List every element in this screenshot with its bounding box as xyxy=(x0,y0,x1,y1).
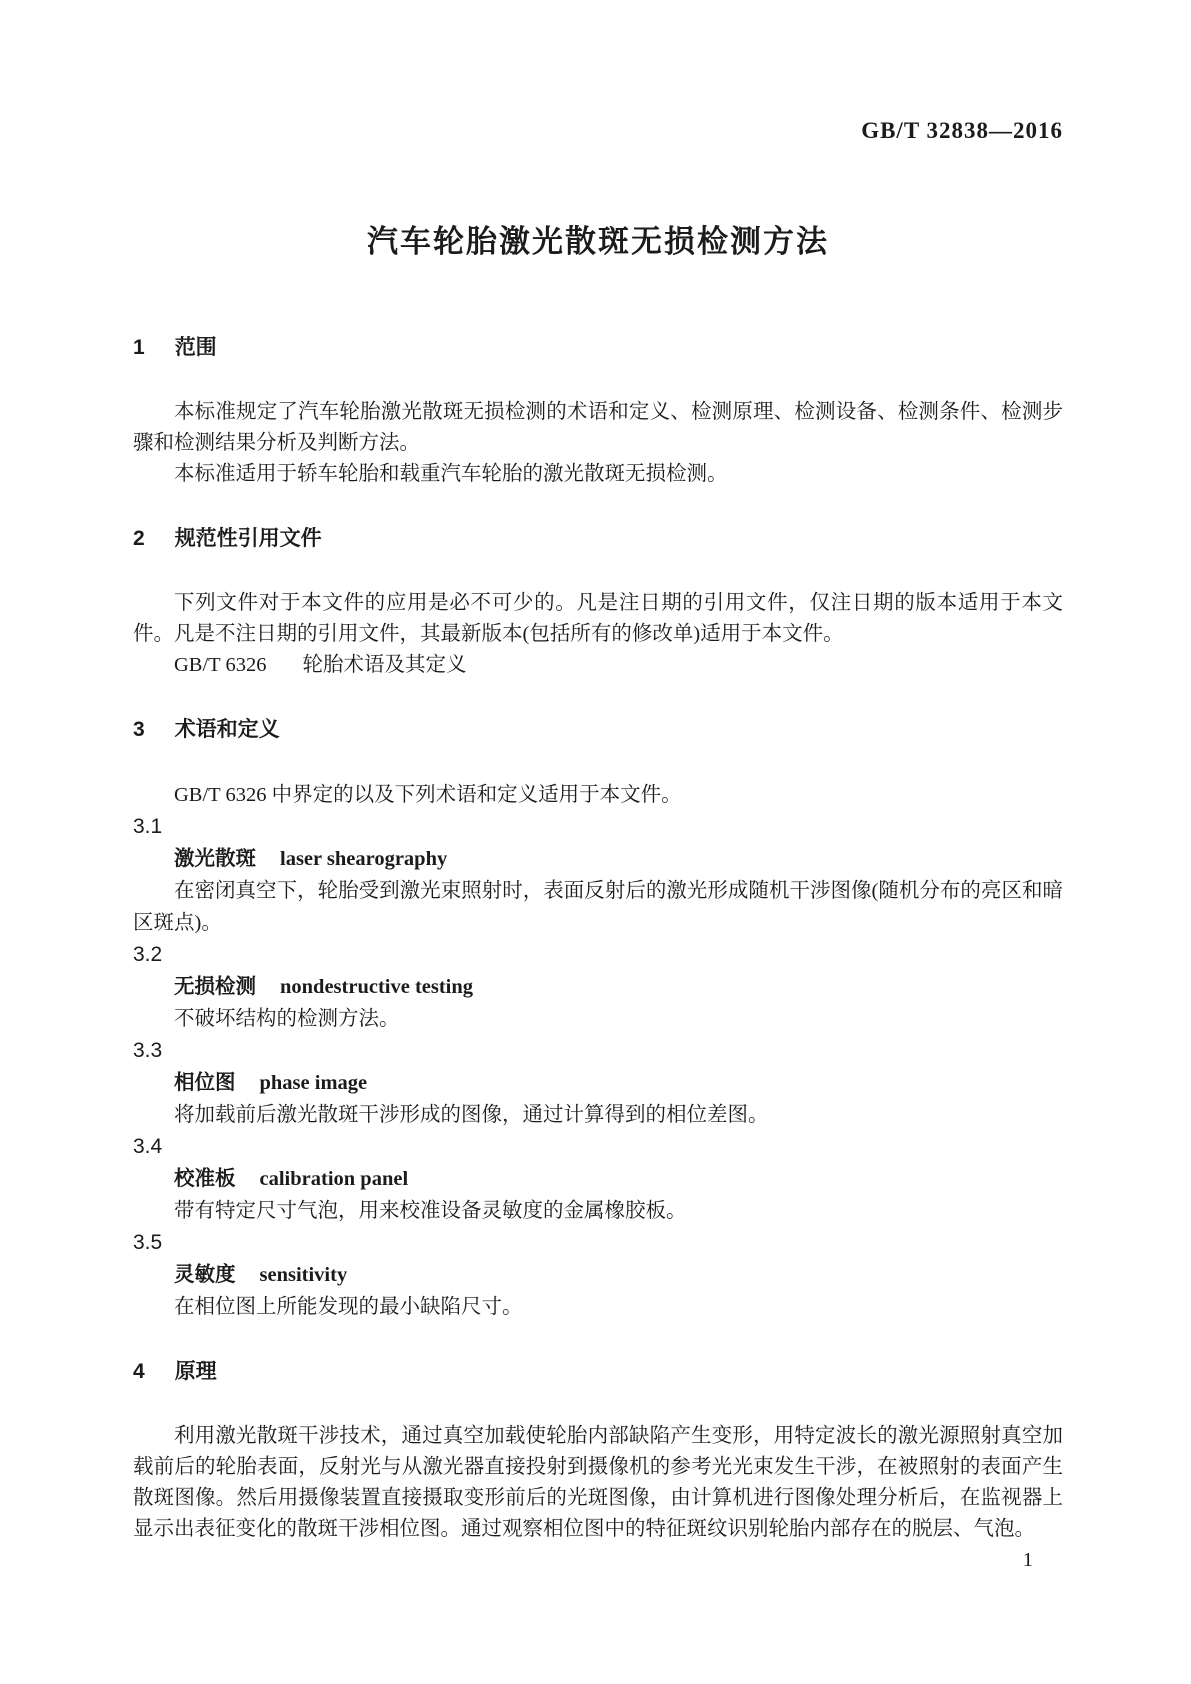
section-title: 范围 xyxy=(174,336,217,359)
term-english: calibration panel xyxy=(259,1168,409,1190)
section-number: 4 xyxy=(133,1360,145,1383)
document-header xyxy=(133,118,1063,144)
section-heading-principle xyxy=(133,1359,1063,1385)
term-entry xyxy=(133,811,1063,939)
section-title: 术语和定义 xyxy=(174,718,280,741)
reference-code: GB/T 6326 xyxy=(174,654,267,676)
section-title: 原理 xyxy=(174,1360,217,1383)
section-number: 1 xyxy=(133,336,145,359)
term-title xyxy=(133,971,1063,1003)
term-definition: 不破坏结构的检测方法。 xyxy=(174,1008,400,1030)
term-definition: 在密闭真空下，轮胎受到激光束照射时，表面反射后的激光形成随机干涉图像(随机分布的亮区和暗区斑点)。 xyxy=(133,880,1063,934)
term-number: 3.4 xyxy=(133,1135,163,1158)
section-terms-definitions xyxy=(133,717,1063,1323)
term-title xyxy=(133,1067,1063,1099)
term-entry xyxy=(133,1227,1063,1323)
term-english: sensitivity xyxy=(259,1264,348,1286)
term-chinese: 校准板 xyxy=(174,1167,236,1190)
section-heading-terms xyxy=(133,717,1063,743)
term-chinese: 相位图 xyxy=(174,1071,236,1094)
reference-entry xyxy=(133,650,1063,681)
term-english: laser shearography xyxy=(280,848,448,870)
term-chinese: 灵敏度 xyxy=(174,1263,236,1286)
term-entry xyxy=(133,1035,1063,1131)
term-number: 3.3 xyxy=(133,1039,163,1062)
term-definition: 将加载前后激光散斑干涉形成的图像，通过计算得到的相位差图。 xyxy=(174,1104,769,1126)
terms-intro: GB/T 6326 中界定的以及下列术语和定义适用于本文件。 xyxy=(174,784,682,806)
term-title xyxy=(133,1259,1063,1291)
term-title xyxy=(133,1163,1063,1195)
paragraph: 本标准规定了汽车轮胎激光散斑无损检测的术语和定义、检测原理、检测设备、检测条件、检测步骤和检测结果分析及判断方法。 xyxy=(133,401,1063,454)
section-number: 2 xyxy=(133,527,145,550)
paragraph: 下列文件对于本文件的应用是必不可少的。凡是注日期的引用文件，仅注日期的版本适用于本文件。凡是不注日期的引用文件，其最新版本(包括所有的修改单)适用于本文件。 xyxy=(133,592,1063,645)
term-title xyxy=(133,843,1063,875)
term-entry xyxy=(133,939,1063,1035)
section-number: 3 xyxy=(133,718,145,741)
paragraph: 本标准适用于轿车轮胎和载重汽车轮胎的激光散斑无损检测。 xyxy=(174,463,728,485)
term-number: 3.1 xyxy=(133,815,163,838)
standard-code: GB/T 32838—2016 xyxy=(861,118,1063,143)
page-number: 1 xyxy=(1022,1549,1033,1571)
reference-title: 轮胎术语及其定义 xyxy=(302,654,467,676)
term-number: 3.5 xyxy=(133,1231,163,1254)
document-title: 汽车轮胎激光散斑无损检测方法 xyxy=(367,224,829,259)
term-definition: 带有特定尺寸气泡，用来校准设备灵敏度的金属橡胶板。 xyxy=(174,1200,687,1222)
section-heading-references xyxy=(133,526,1063,552)
section-heading-scope xyxy=(133,335,1063,361)
section-principle xyxy=(133,1359,1063,1545)
term-definition: 在相位图上所能发现的最小缺陷尺寸。 xyxy=(174,1296,523,1318)
section-normative-references xyxy=(133,526,1063,681)
term-chinese: 激光散斑 xyxy=(174,847,256,870)
document-content xyxy=(133,118,1063,1545)
term-english: nondestructive testing xyxy=(280,976,474,998)
term-english: phase image xyxy=(259,1072,368,1094)
paragraph: 利用激光散斑干涉技术，通过真空加载使轮胎内部缺陷产生变形，用特定波长的激光源照射真空加载前后的轮胎表面，反射光与从激光器直接投射到摄像机的参考光光束发生干涉，在被照射的表面产生散斑图像。然后用摄像装置直接摄取变形前后的光斑图像，由计算机进行图像处理分析后，在监视器上显示出表征变化的散斑干涉相位图。通过观察相位图中的特征斑纹识别轮胎内部存在的脱层、气泡。 xyxy=(133,1425,1063,1540)
section-scope xyxy=(133,335,1063,490)
term-chinese: 无损检测 xyxy=(174,975,256,998)
term-number: 3.2 xyxy=(133,943,163,966)
section-title: 规范性引用文件 xyxy=(174,527,322,550)
term-entry xyxy=(133,1131,1063,1227)
